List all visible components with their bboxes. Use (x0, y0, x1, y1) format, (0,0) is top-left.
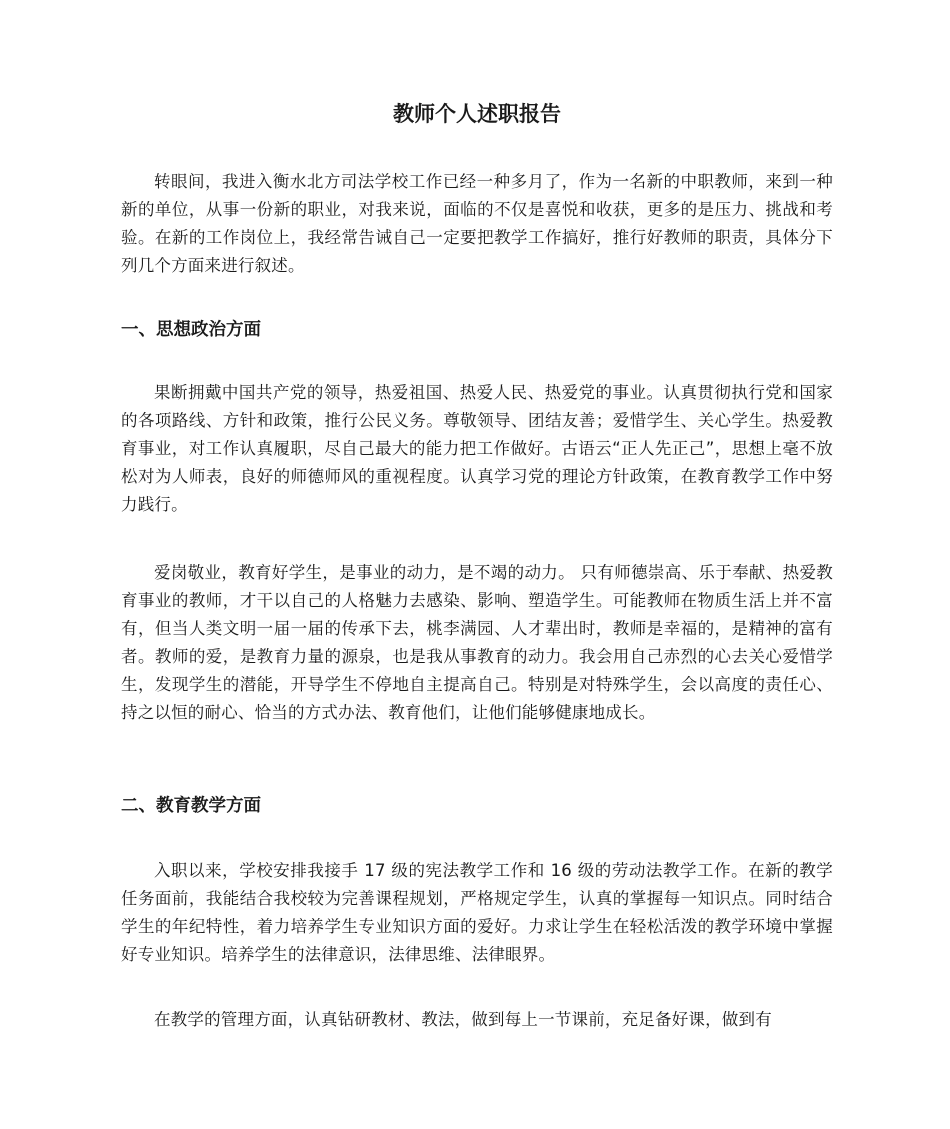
section2-paragraph-1: 入职以来，学校安排我接手 17 级的宪法教学工作和 16 级的劳动法教学工作。在新的教学任务面前，我能结合我校较为完善课程规划，严格规定学生，认真的掌握每一知识点。同时结合学生的年纪特性，着力培养学生专业知识方面的爱好。力求让学生在轻松活泼的教学环境中掌握好专业知识。培养学生的法律意识，法律思维、法律眼界。 (121, 861, 833, 964)
section1-paragraph-1: 果断拥戴中国共产党的领导，热爱祖国、热爱人民、热爱党的事业。认真贯彻执行党和国家的各项路线、方针和政策，推行公民义务。尊敬领导、团结友善；爱惜学生、关心学生。热爱教育事业，对工作认真履职，尽自己最大的能力把工作做好。古语云“正人先正己”，思想上毫不放松对为人师表，良好的师德师风的重视程度。认真学习党的理论方针政策，在教育教学工作中努力践行。 (121, 383, 833, 514)
document-title: 教师个人述职报告 (393, 102, 561, 126)
section-heading-teaching: 二、教育教学方面 (121, 796, 261, 816)
section1-paragraph-2: 爱岗敬业，教育好学生，是事业的动力，是不竭的动力。 只有师德崇高、乐于奉献、热爱教育事业的教师，才干以自己的人格魅力去感染、影响、塑造学生。可能教师在物质生活上并不富有，但当人类文明一届一届的传承下去，桃李满园、人才辈出时，教师是幸福的，是精神的富有者。教师的爱，是教育力量的源泉，也是我从事教育的动力。我会用自己赤烈的心去关心爱惜学生，发现学生的潜能，开导学生不停地自主提高自己。特别是对特殊学生，会以高度的责任心、持之以恒的耐心、恰当的方式办法、教育他们，让他们能够健康地成长。 (121, 563, 833, 722)
intro-paragraph: 转眼间，我进入衡水北方司法学校工作已经一种多月了，作为一名新的中职教师，来到一种新的单位，从事一份新的职业，对我来说，面临的不仅是喜悦和收获，更多的是压力、挑战和考验。在新的工作岗位上，我经常告诫自己一定要把教学工作搞好，推行好教师的职责，具体分下列几个方面来进行叙述。 (121, 172, 833, 275)
section2-paragraph-2: 在教学的管理方面，认真钻研教材、教法，做到每上一节课前，充足备好课，做到有 (154, 1010, 772, 1029)
section-heading-political: 一、思想政治方面 (121, 320, 261, 340)
